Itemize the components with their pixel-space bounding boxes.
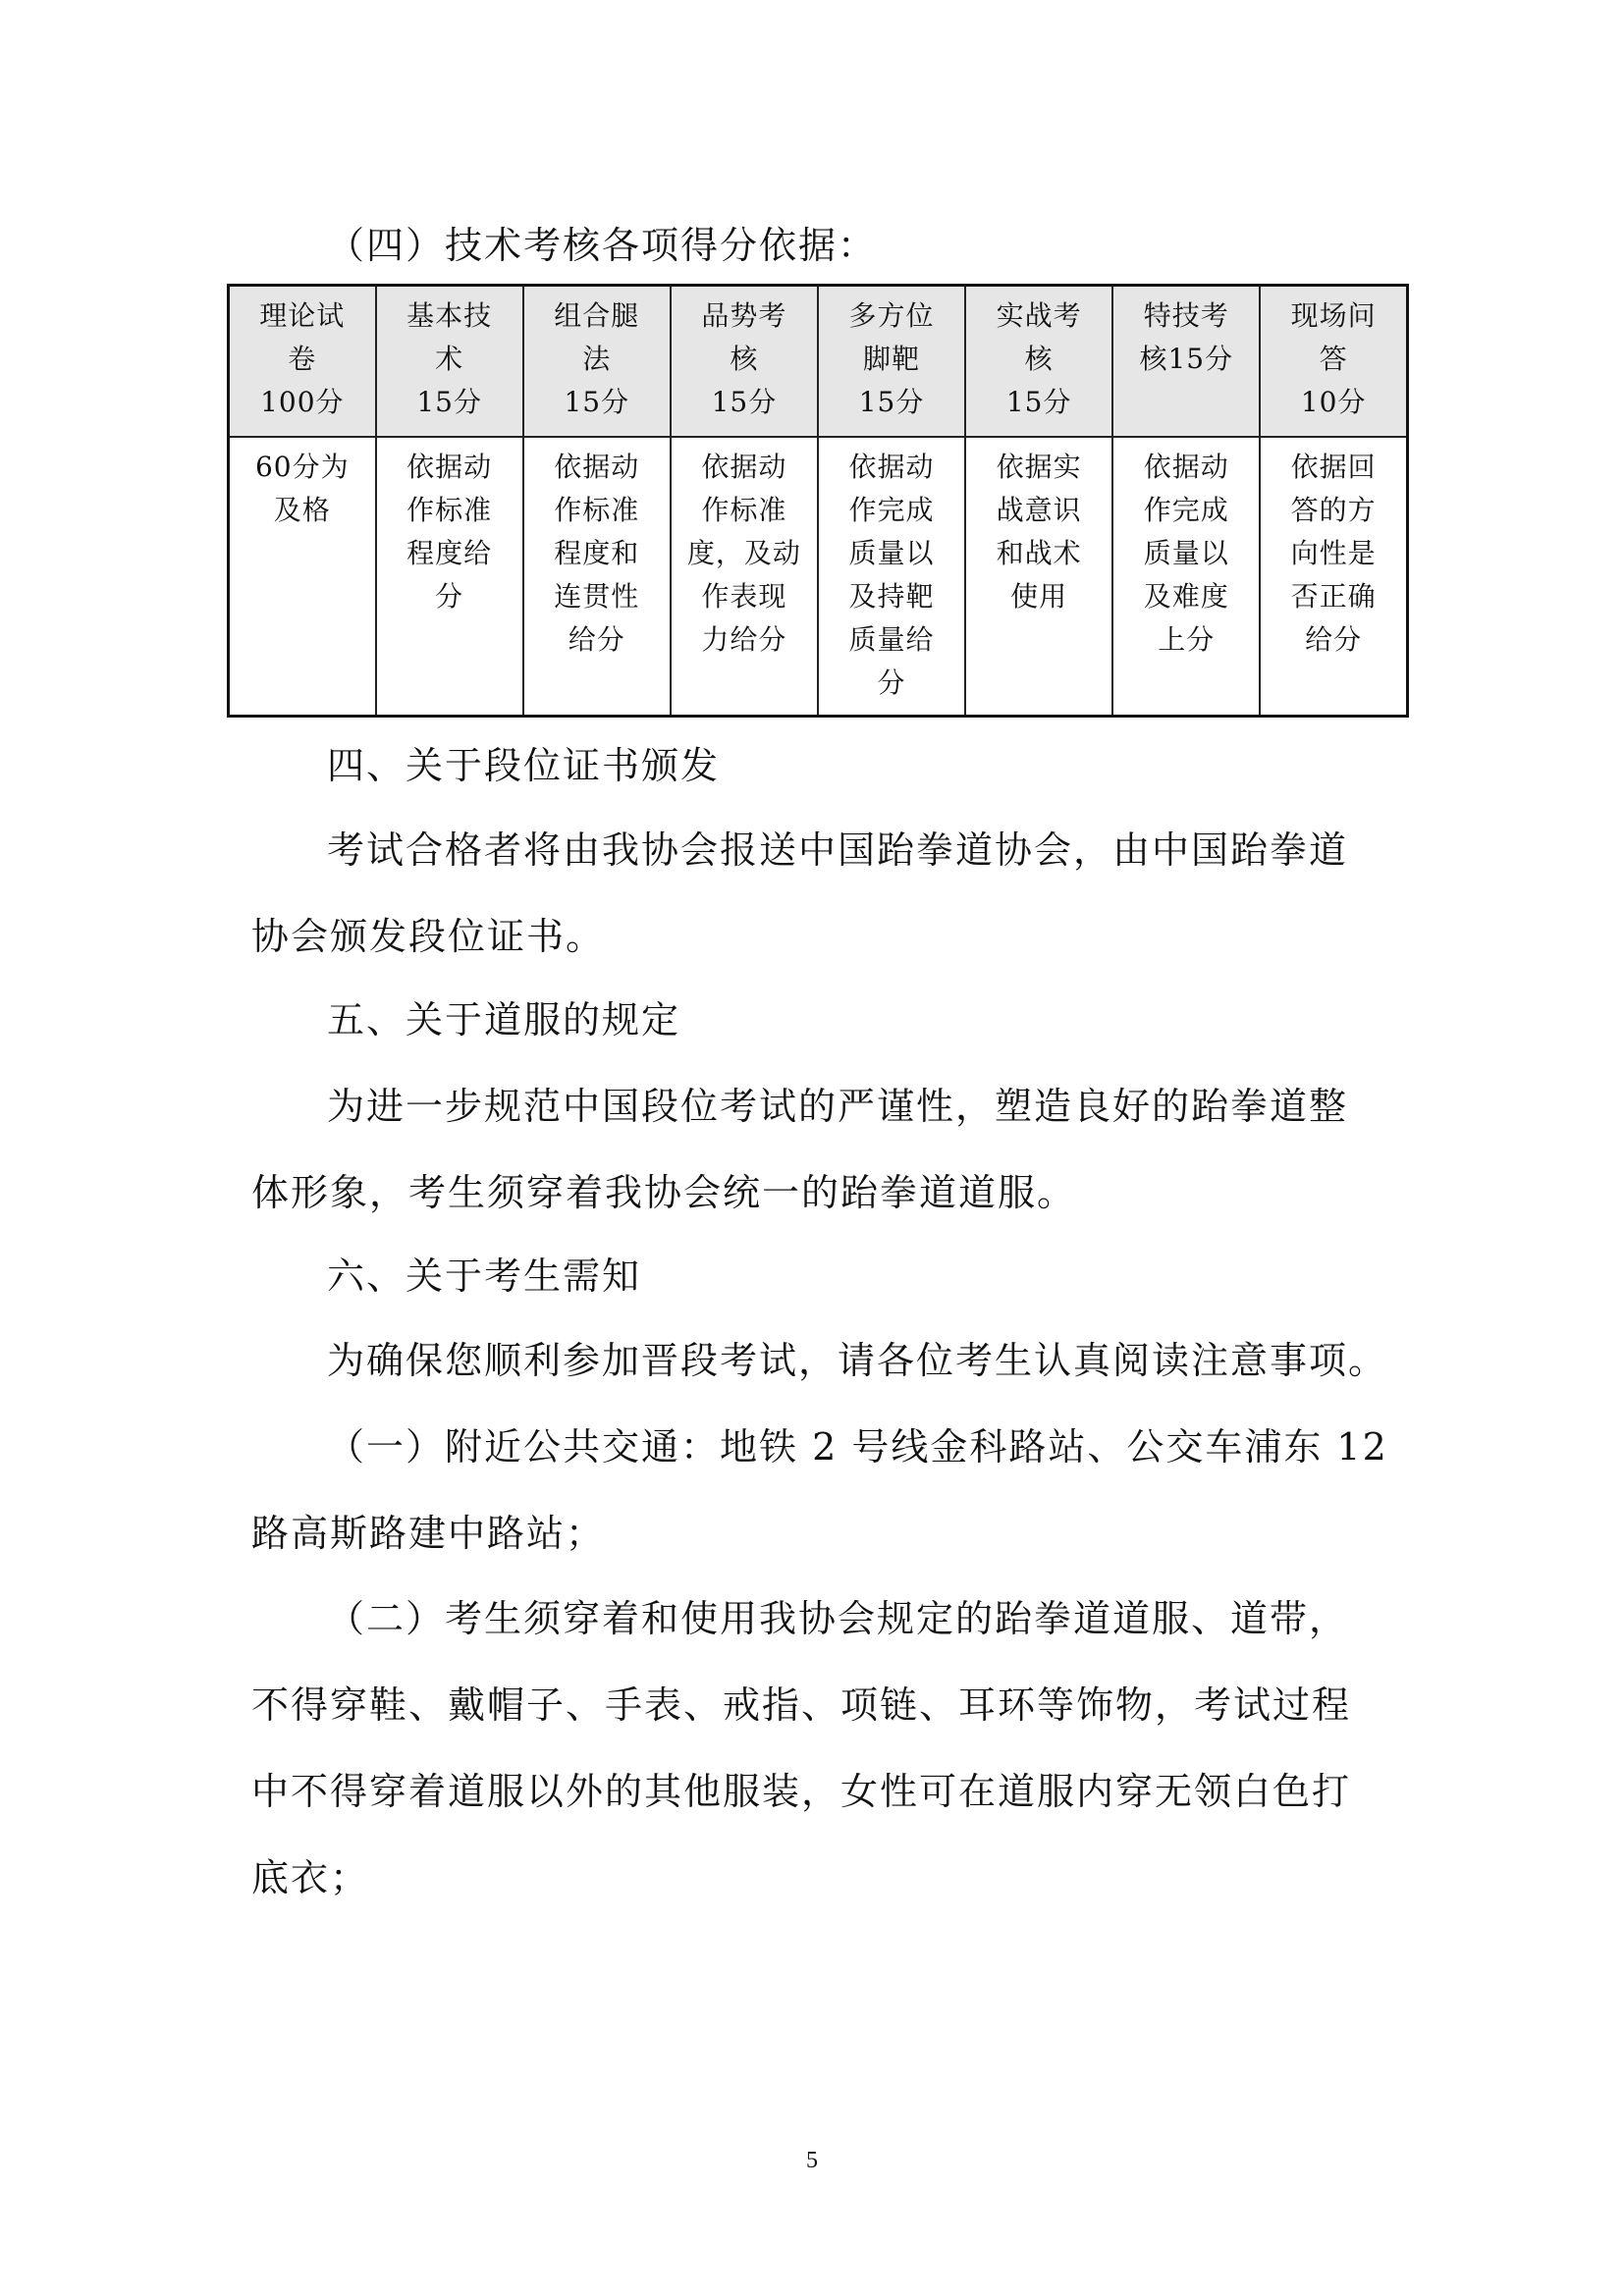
section-5-paragraph — [251, 1063, 1390, 1236]
paragraph-line: 考试合格者将由我协会报送中国跆拳道协会，由中国跆拳道 — [327, 828, 1349, 872]
table-header-cell: 多方位 脚靶 15分 — [818, 286, 965, 438]
table-header-cell: 实战考 核 15分 — [965, 286, 1112, 438]
table-cell: 依据动 作标准 程度和 连贯性 给分 — [523, 437, 671, 717]
table-row — [229, 437, 1408, 717]
table-header-row — [229, 286, 1408, 438]
paragraph-line: 为确保您顺利参加晋段考试，请各位考生认真阅读注意事项。 — [327, 1339, 1388, 1382]
table-header-cell: 现场问 答 10分 — [1260, 286, 1407, 438]
table-cell: 60分为 及格 — [229, 437, 376, 717]
paragraph-line: 不得穿鞋、戴帽子、手表、戒指、项链、耳环等饰物，考试过程 — [251, 1683, 1352, 1727]
table-cell: 依据动 作完成 质量以 及难度 上分 — [1112, 437, 1260, 717]
section-6-intro — [251, 1317, 1390, 1404]
paragraph-line: 体形象，考生须穿着我协会统一的跆拳道道服。 — [251, 1171, 1077, 1214]
table-heading: （四）技术考核各项得分依据： — [327, 224, 878, 267]
scoring-table — [227, 284, 1409, 718]
table-cell: 依据实 战意识 和战术 使用 — [965, 437, 1112, 717]
table-header-cell: 基本技 术 15分 — [376, 286, 523, 438]
paragraph-line: （一）附近公共交通：地铁 2 号线金科路站、公交车浦东 12 — [327, 1425, 1388, 1468]
table-header-cell: 品势考 核 15分 — [671, 286, 818, 438]
paragraph-line: 路高斯路建中路站； — [251, 1512, 606, 1555]
paragraph-line: 底衣； — [251, 1856, 370, 1899]
section-6-item-2 — [251, 1575, 1390, 1921]
paragraph-line: 为进一步规范中国段位考试的严谨性，塑造良好的跆拳道整 — [327, 1085, 1349, 1128]
section-4-paragraph — [251, 807, 1390, 980]
table-header-cell: 特技考 核15分 — [1112, 286, 1260, 438]
table-header-cell: 组合腿 法 15分 — [523, 286, 671, 438]
paragraph-line: 协会颁发段位证书。 — [251, 915, 606, 958]
section-6-title: 六、关于考生需知 — [327, 1255, 642, 1298]
section-4-title: 四、关于段位证书颁发 — [327, 744, 721, 787]
table-cell: 依据动 作完成 质量以 及持靶 质量给 分 — [818, 437, 965, 717]
paragraph-line: （二）考生须穿着和使用我协会规定的跆拳道道服、道带， — [327, 1597, 1349, 1640]
section-6-item-1 — [251, 1404, 1390, 1576]
page-number: 5 — [806, 2148, 818, 2173]
table-cell: 依据动 作标准 度，及动 作表现 力给分 — [671, 437, 818, 717]
paragraph-line: 中不得穿着道服以外的其他服装，女性可在道服内穿无领白色打 — [251, 1770, 1352, 1813]
table-cell: 依据回 答的方 向性是 否正确 给分 — [1260, 437, 1407, 717]
section-5-title: 五、关于道服的规定 — [327, 998, 681, 1041]
table-cell: 依据动 作标准 程度给 分 — [376, 437, 523, 717]
table-header-cell: 理论试 卷 100分 — [229, 286, 376, 438]
